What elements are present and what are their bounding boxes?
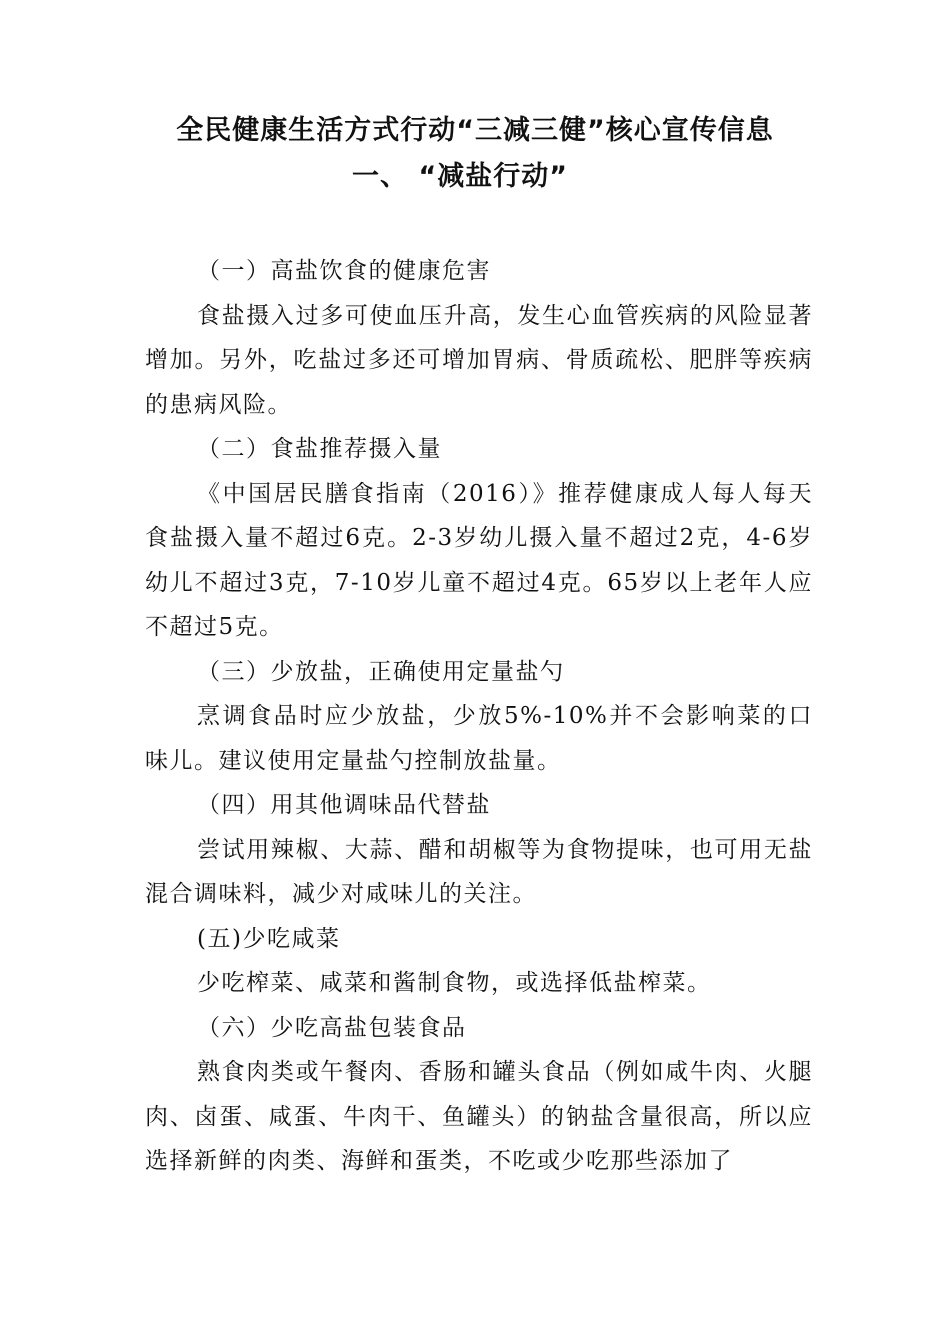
section-paragraph-2: 《中国居民膳食指南（2016）》推荐健康成人每人每天食盐摄入量不超过6克。2-3岁幼儿摄入量不超过2克，4-6岁幼儿不超过3克，7-10岁儿童不超过4克。65岁以上老年人应不超过5克。 (145, 480, 813, 640)
section-heading-5: (五)少吃咸菜 (197, 925, 341, 952)
section-paragraph-6: 熟食肉类或午餐肉、香肠和罐头食品（例如咸牛肉、火腿肉、卤蛋、咸蛋、牛肉干、鱼罐头）的钠盐含量很高，所以应选择新鲜的肉类、海鲜和蛋类，不吃或少吃那些添加了 (145, 1059, 813, 1174)
section-heading-1: （一）高盐饮食的健康危害 (197, 258, 491, 284)
section-paragraph-5: 少吃榨菜、咸菜和酱制食物，或选择低盐榨菜。 (197, 970, 712, 996)
document-body (145, 249, 813, 1184)
document-subtitle: 一、 “减盐行动” (352, 161, 568, 192)
section-paragraph-4: 尝试用辣椒、大蒜、醋和胡椒等为食物提味，也可用无盐混合调味料，减少对咸味儿的关注。 (145, 836, 813, 907)
section-heading-2: （二）食盐推荐摄入量 (197, 436, 442, 462)
title-block (0, 108, 950, 200)
section-heading-4: （四）用其他调味品代替盐 (197, 792, 491, 818)
document-title: 全民健康生活方式行动“三减三健”核心宣传信息 (176, 115, 774, 146)
section-heading-3: （三）少放盐，正确使用定量盐勺 (197, 658, 565, 685)
section-heading-6: （六）少吃高盐包装食品 (197, 1014, 467, 1041)
section-paragraph-1: 食盐摄入过多可使血压升高，发生心血管疾病的风险显著增加。另外，吃盐过多还可增加胃病、骨质疏松、肥胖等疾病的患病风险。 (145, 302, 813, 418)
section-paragraph-3: 烹调食品时应少放盐，少放5%-10%并不会影响菜的口味儿。建议使用定量盐勺控制放盐量。 (145, 703, 813, 774)
